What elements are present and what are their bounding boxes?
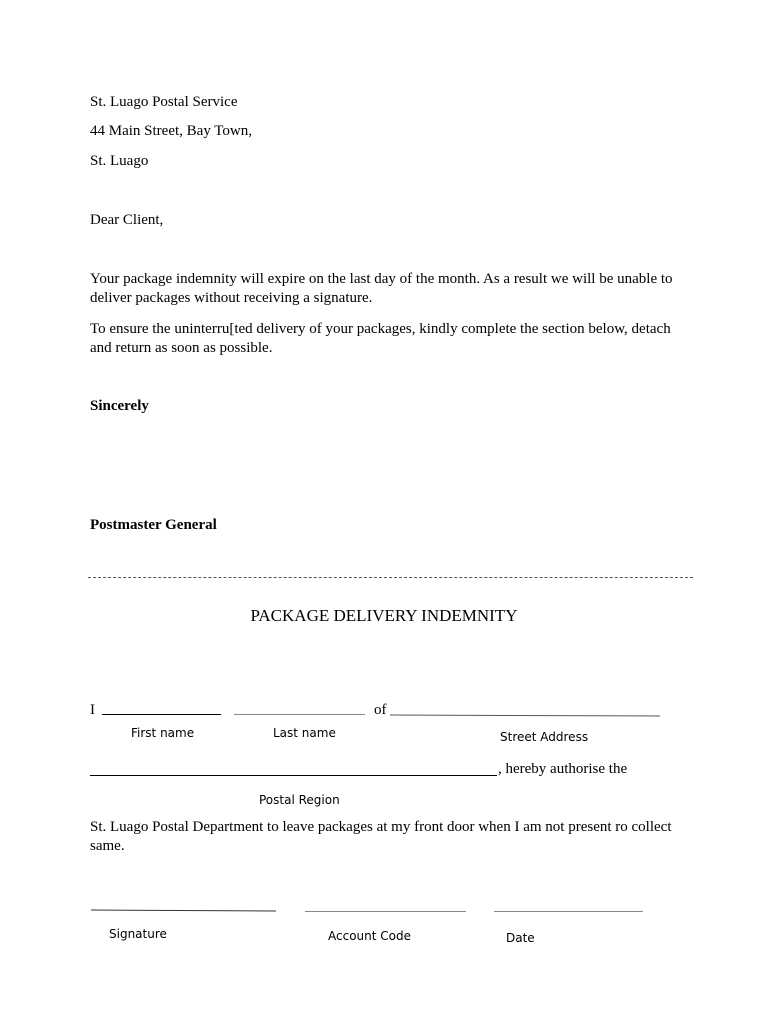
authorise-text: , hereby authorise the <box>498 761 628 777</box>
street-address-field[interactable] <box>390 715 660 717</box>
pronoun-i: I <box>90 702 95 718</box>
postal-region-field[interactable] <box>90 775 497 776</box>
greeting: Dear Client, <box>90 212 164 228</box>
letter-paragraph-2: To ensure the uninterru[ted delivery of your packages, kindly complete the section below, detach and return as soon as possible. <box>90 321 671 356</box>
street-address-label: Street Address <box>500 730 589 744</box>
last-name-label: Last name <box>273 726 336 740</box>
authorisation-statement: St. Luago Postal Department to leave packages at my front door when I am not present ro collect same. <box>90 819 672 854</box>
date-field[interactable] <box>494 911 643 912</box>
account-code-label: Account Code <box>328 929 411 943</box>
letter-paragraph-1: Your package indemnity will expire on the last day of the month. As a result we will be unable to deliver packages without receiving a signature. <box>90 271 673 306</box>
sender-street: 44 Main Street, Bay Town, <box>90 123 252 139</box>
signature-field[interactable] <box>91 910 276 912</box>
first-name-field[interactable] <box>102 714 221 715</box>
signatory: Postmaster General <box>90 517 217 533</box>
account-code-field[interactable] <box>305 911 466 912</box>
postal-region-label: Postal Region <box>259 793 340 807</box>
of-word: of <box>374 702 387 718</box>
closing: Sincerely <box>90 398 149 414</box>
date-label: Date <box>506 931 535 945</box>
signature-label: Signature <box>109 927 167 941</box>
sender-name: St. Luago Postal Service <box>90 94 238 110</box>
last-name-field[interactable] <box>234 714 365 715</box>
first-name-label: First name <box>131 726 195 740</box>
form-title: PACKAGE DELIVERY INDEMNITY <box>250 606 518 625</box>
sender-country: St. Luago <box>90 153 149 169</box>
detach-line <box>88 577 693 578</box>
